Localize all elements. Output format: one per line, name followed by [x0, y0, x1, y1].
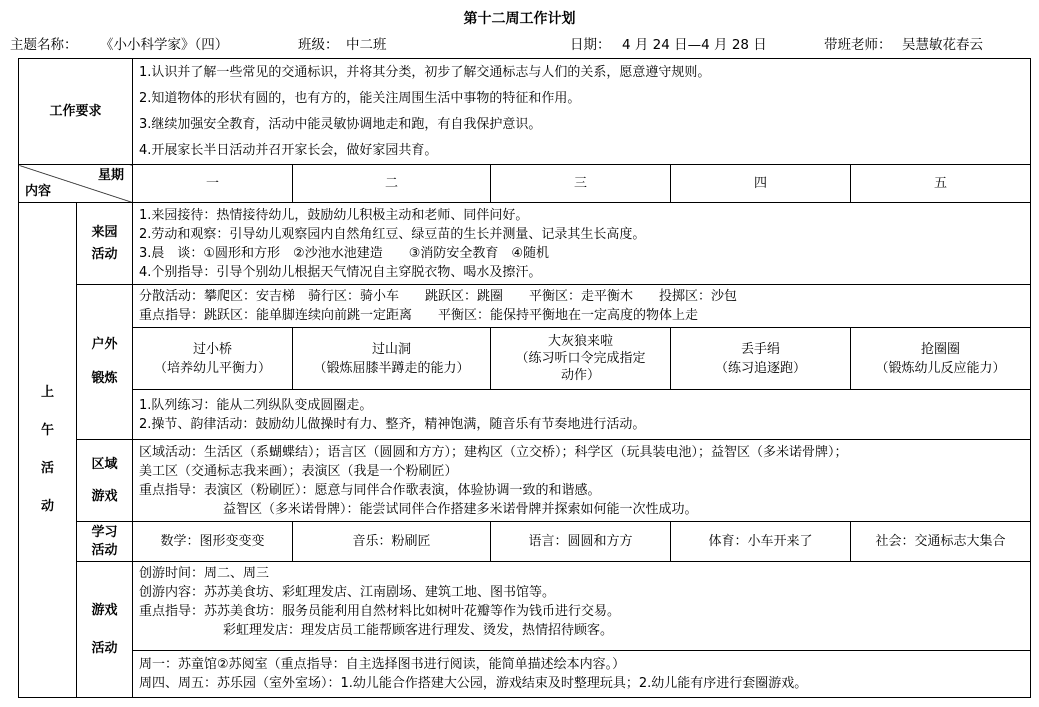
arrival-line: 4.个别指导：引导个别幼儿根据天气情况自主穿脱衣物、喝水及擦汗。	[139, 264, 542, 280]
morning-label-char: 午	[40, 423, 54, 438]
play-line: 周四、周五：苏乐园（室外室场）：1.幼儿能合作搭建大公园，游戏结束及时整理玩具；2.幼儿能有序进行套圈游戏。	[139, 676, 808, 691]
requirement-item: 4.开展家长半日活动并召开家长会，做好家园共育。	[139, 142, 438, 158]
day-content-corner	[19, 165, 133, 203]
week-label: 星期	[97, 168, 124, 183]
play-content	[133, 562, 1031, 698]
area-line: 美工区（交通标志我来画）；表演区（我是一个粉刷匠）	[139, 463, 458, 479]
weekly-plan-table	[18, 58, 1031, 698]
date-label: 日期：	[570, 37, 611, 53]
study-fri: 社会：交通标志大集合	[851, 522, 1031, 562]
outdoor-game-tue	[293, 328, 491, 390]
day-header-tue: 二	[293, 165, 491, 203]
arrival-content	[133, 203, 1031, 285]
requirements-content	[133, 59, 1031, 165]
area-line: 区域活动：生活区（系蝴蝶结）；语言区（圆圆和方方）；建构区（立交桥）；科学区（玩具装电池）；益智区（多米诺骨牌）；	[139, 444, 848, 460]
study-label	[77, 522, 133, 562]
teacher-label: 带班老师：	[824, 37, 892, 53]
play-line: 创游内容：苏苏美食坊、彩虹理发店、江南剧场、建筑工地、图书馆等。	[139, 585, 556, 600]
area-label-line: 区域	[91, 456, 118, 472]
requirement-item: 3.继续加强安全教育，活动中能灵敏协调地走和跑，有自我保护意识。	[139, 116, 542, 132]
study-label-line: 学习	[91, 524, 118, 540]
morning-label-char: 上	[40, 385, 54, 400]
teacher-value: 吴慧敏花春云	[902, 37, 983, 53]
game-line: 大灰狼来啦	[547, 334, 613, 349]
arrival-label	[77, 203, 133, 285]
theme-label: 主题名称：	[10, 37, 78, 53]
outdoor-line: 1.队列练习：能从二列纵队变成圆圈走。	[139, 397, 373, 413]
requirement-item: 1.认识并了解一些常见的交通标识，并将其分类，初步了解交通标志与人们的关系，愿意遵守规则。	[139, 64, 711, 80]
morning-label-char: 活	[40, 461, 54, 476]
outdoor-label-line: 锻炼	[91, 371, 118, 386]
play-line: 创游时间：周二、周三	[139, 566, 270, 581]
study-wed: 语言：圆圆和方方	[491, 522, 671, 562]
study-thu: 体育：小车开来了	[671, 522, 851, 562]
morning-activities-label	[19, 203, 77, 698]
play-venue-section	[133, 651, 1030, 693]
outdoor-line: 分散活动：攀爬区：安吉梯 骑行区：骑小车 跳跃区：跳圈 平衡区：走平衡木 投掷区：沙包	[139, 289, 738, 304]
game-line: 动作）	[560, 368, 600, 383]
day-header-wed: 三	[491, 165, 671, 203]
morning-label-char: 动	[40, 499, 54, 514]
game-line: （练习追逐跑）	[714, 360, 806, 376]
outdoor-game-fri	[851, 328, 1031, 390]
play-label-line: 游戏	[91, 602, 118, 618]
date-value: 4 月 24 日—4 月 28 日	[622, 37, 767, 53]
outdoor-game-thu	[671, 328, 851, 390]
content-label: 内容	[25, 184, 52, 199]
arrival-line: 1.来园接待：热情接待幼儿，鼓励幼儿积极主动和老师、同伴问好。	[139, 207, 529, 223]
requirements-label: 工作要求	[19, 59, 133, 165]
game-line: （练习听口令完成指定	[515, 351, 646, 366]
day-header-mon: 一	[133, 165, 293, 203]
outdoor-drill-content	[133, 390, 1031, 440]
day-header-fri: 五	[851, 165, 1031, 203]
play-line: 周一：苏童馆②苏阅室（重点指导：自主选择图书进行阅读，能简单描述绘本内容。）	[139, 657, 626, 672]
play-line: 重点指导：苏苏美食坊：服务员能利用自然材料比如树叶花瓣等作为钱币进行交易。	[139, 604, 621, 619]
outdoor-line: 2.操节、韵律活动：鼓励幼儿做操时有力、整齐，精神饱满，随音乐有节奏地进行活动。	[139, 416, 646, 432]
area-line: 益智区（多米诺骨牌）：能尝试同伴合作搭建多米诺骨牌并探索如何能一次性成功。	[223, 501, 698, 517]
arrival-line: 2.劳动和观察：引导幼儿观察园内自然角红豆、绿豆苗的生长并测量、记录其生长高度。	[139, 226, 646, 242]
area-label	[77, 440, 133, 522]
area-content	[133, 440, 1031, 522]
play-line: 彩虹理发店：理发店员工能帮顾客进行理发、烫发，热情招待顾客。	[223, 623, 614, 638]
game-line: 过小桥	[192, 341, 232, 357]
outdoor-game-wed	[491, 328, 671, 390]
arrival-label-line: 活动	[91, 246, 118, 262]
area-line: 重点指导：表演区（粉刷匠）：愿意与同伴合作歌表演，体验协调一致的和谐感。	[139, 482, 601, 498]
game-line: 过山洞	[371, 341, 411, 357]
outdoor-scatter-content	[133, 285, 1031, 328]
game-line: 丢手绢	[740, 341, 780, 357]
outdoor-label-line: 户外	[91, 337, 118, 352]
game-line: 抢圈圈	[920, 341, 960, 357]
day-header-thu: 四	[671, 165, 851, 203]
outdoor-line: 重点指导：跳跃区：能单脚连续向前跳一定距离 平衡区：能保持平衡地在一定高度的物体上走	[139, 308, 699, 323]
requirement-item: 2.知道物体的形状有圆的，也有方的，能关注周围生活中事物的特征和作用。	[139, 90, 581, 106]
class-label: 班级：	[298, 37, 339, 53]
arrival-line: 3.晨 谈：①圆形和方形 ②沙池水池建造 ③消防安全教育 ④随机	[139, 245, 550, 261]
game-line: （锻炼幼儿反应能力）	[875, 360, 1006, 376]
theme-value: 《小小科学家》（四）	[100, 37, 229, 53]
outdoor-label	[77, 285, 133, 440]
arrival-label-line: 来园	[91, 224, 118, 240]
plan-header	[0, 33, 1039, 53]
area-label-line: 游戏	[91, 488, 118, 504]
study-tue: 音乐：粉刷匠	[293, 522, 491, 562]
outdoor-game-mon	[133, 328, 293, 390]
play-label-line: 活动	[91, 640, 118, 656]
study-mon: 数学：图形变变变	[133, 522, 293, 562]
page-title: 第十二周工作计划	[463, 11, 576, 27]
game-line: （培养幼儿平衡力）	[153, 360, 271, 376]
class-value: 中二班	[346, 37, 387, 53]
game-line: （锻炼屈膝半蹲走的能力）	[313, 360, 470, 376]
study-label-line: 活动	[91, 542, 118, 558]
play-creative-section	[133, 562, 1030, 651]
play-label	[77, 562, 133, 698]
